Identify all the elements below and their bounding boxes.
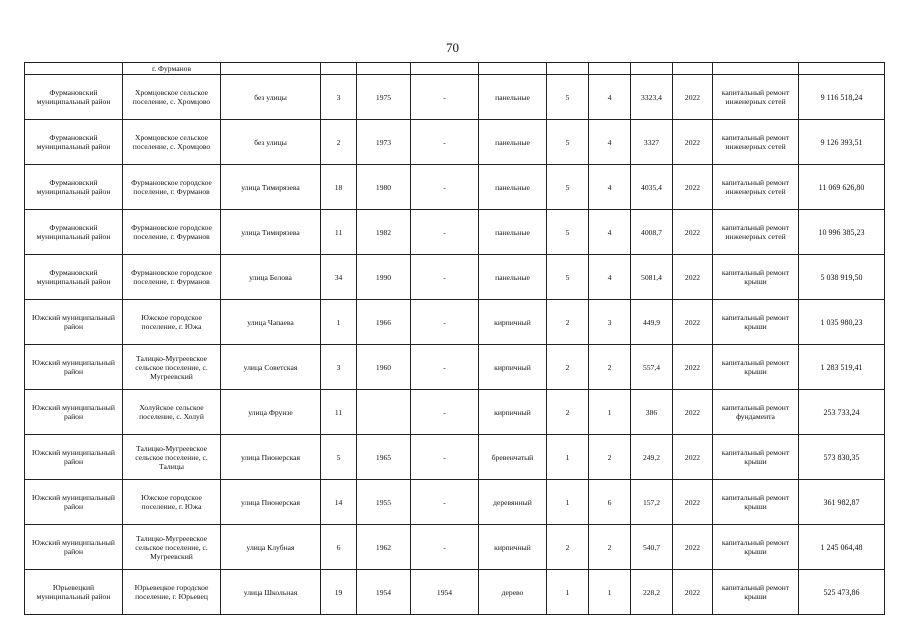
cell-year-built [357,63,411,75]
cell-floors: 5 [547,255,589,300]
cell-year-extra: - [411,525,479,570]
cell-work-type: капитальный ремонт крыши [713,480,799,525]
cell-street: улица Тимирязева [221,210,321,255]
cell-year-extra: - [411,390,479,435]
cell-street: без улицы [221,120,321,165]
cell-entrances: 6 [589,480,631,525]
cell-entrances: 4 [589,210,631,255]
cell-wall-material: бревенчатый [479,435,547,480]
cell-house: 34 [321,255,357,300]
cell-street: улица Тимирязева [221,165,321,210]
cell-repair-year: 2022 [673,525,713,570]
continuation-row [25,63,885,75]
cell-year-extra: - [411,300,479,345]
page-number: 70 [446,40,459,55]
cell-year-built: 1975 [357,75,411,120]
cell-floors: 2 [547,300,589,345]
cell-cost: 361 982,87 [799,480,885,525]
cell-entrances: 4 [589,165,631,210]
cell-entrances: 2 [589,525,631,570]
cell-house: 11 [321,390,357,435]
cell-repair-year: 2022 [673,570,713,615]
cell-district: Фурмановский муниципальный район [25,255,123,300]
table-row [25,390,885,435]
cell-repair-year [673,63,713,75]
cell-cost: 1 245 064,48 [799,525,885,570]
cell-area: 449,9 [631,300,673,345]
cell-repair-year: 2022 [673,300,713,345]
cell-entrances: 4 [589,255,631,300]
cell-floors: 1 [547,435,589,480]
cell-wall-material: деревянный [479,480,547,525]
cell-area: 3327 [631,120,673,165]
cell-house: 3 [321,75,357,120]
cell-entrances [589,63,631,75]
cell-house: 1 [321,300,357,345]
cell-settlement: Талицко-Мугреевское сельское поселение, с. Мугреевский [123,345,221,390]
table-row [25,300,885,345]
cell-wall-material: кирпичный [479,300,547,345]
cell-district: Фурмановский муниципальный район [25,210,123,255]
cell-entrances: 3 [589,300,631,345]
cell-cost: 11 069 626,80 [799,165,885,210]
cell-year-built [357,390,411,435]
cell-wall-material: панельные [479,210,547,255]
cell-settlement: Юрьевецкое городское поселение, г. Юрьевец [123,570,221,615]
table-row [25,120,885,165]
cell-area: 386 [631,390,673,435]
cell-work-type: капитальный ремонт крыши [713,525,799,570]
cell-wall-material: кирпичный [479,390,547,435]
table-row [25,345,885,390]
cell-district: Юрьевецкий муниципальный район [25,570,123,615]
cell-cost: 5 038 919,50 [799,255,885,300]
cell-repair-year: 2022 [673,435,713,480]
table-row [25,570,885,615]
cell-work-type [713,63,799,75]
cell-cost: 573 830,35 [799,435,885,480]
cell-year-extra: - [411,120,479,165]
cell-street [221,63,321,75]
cell-year-extra: - [411,480,479,525]
cell-repair-year: 2022 [673,210,713,255]
cell-year-built: 1965 [357,435,411,480]
cell-floors: 5 [547,165,589,210]
cell-settlement: Хромцовское сельское поселение, с. Хромцово [123,75,221,120]
cell-house: 2 [321,120,357,165]
table-row [25,210,885,255]
cell-year-built: 1980 [357,165,411,210]
cell-area: 557,4 [631,345,673,390]
cell-street: улица Пионерская [221,480,321,525]
cell-district: Южский муниципальный район [25,345,123,390]
cell-house: 19 [321,570,357,615]
cell-house: 5 [321,435,357,480]
cell-area: 249,2 [631,435,673,480]
cell-settlement: Южское городское поселение, г. Южа [123,300,221,345]
cell-cost: 525 473,86 [799,570,885,615]
cell-entrances: 4 [589,120,631,165]
cell-cost: 1 283 519,41 [799,345,885,390]
cell-house: 11 [321,210,357,255]
cell-year-extra: - [411,435,479,480]
cell-work-type: капитальный ремонт инженерных сетей [713,210,799,255]
cell-district: Фурмановский муниципальный район [25,165,123,210]
cell-cost: 9 126 393,51 [799,120,885,165]
table-row [25,165,885,210]
cell-district [25,63,123,75]
cell-house: 18 [321,165,357,210]
cell-district: Южский муниципальный район [25,435,123,480]
cell-floors: 5 [547,210,589,255]
cell-settlement: г. Фурманов [123,63,221,75]
cell-repair-year: 2022 [673,390,713,435]
cell-entrances: 4 [589,75,631,120]
cell-wall-material: панельные [479,120,547,165]
cell-district: Южский муниципальный район [25,525,123,570]
cell-wall-material: кирпичный [479,345,547,390]
cell-work-type: капитальный ремонт инженерных сетей [713,120,799,165]
cell-settlement: Фурмановское городское поселение, г. Фурманов [123,255,221,300]
cell-street: улица Советская [221,345,321,390]
cell-street: без улицы [221,75,321,120]
cell-year-built: 1954 [357,570,411,615]
cell-year-extra [411,63,479,75]
cell-settlement: Хромцовское сельское поселение, с. Хромцово [123,120,221,165]
cell-repair-year: 2022 [673,75,713,120]
cell-district: Южский муниципальный район [25,480,123,525]
cell-repair-year: 2022 [673,345,713,390]
cell-cost: 9 116 518,24 [799,75,885,120]
cell-floors: 5 [547,120,589,165]
cell-work-type: капитальный ремонт крыши [713,570,799,615]
cell-area: 5081,4 [631,255,673,300]
cell-entrances: 2 [589,435,631,480]
cell-work-type: капитальный ремонт крыши [713,255,799,300]
cell-repair-year: 2022 [673,480,713,525]
cell-floors: 1 [547,480,589,525]
cell-year-built: 1973 [357,120,411,165]
cell-settlement: Холуйское сельское поселение, с. Холуй [123,390,221,435]
cell-district: Фурмановский муниципальный район [25,120,123,165]
cell-entrances: 1 [589,390,631,435]
cell-area: 3323,4 [631,75,673,120]
cell-area: 228,2 [631,570,673,615]
cell-wall-material: панельные [479,75,547,120]
cell-work-type: капитальный ремонт инженерных сетей [713,165,799,210]
cell-year-built: 1982 [357,210,411,255]
cell-street: улица Фрунзе [221,390,321,435]
cell-area: 157,2 [631,480,673,525]
cell-area: 4008,7 [631,210,673,255]
cell-year-built: 1960 [357,345,411,390]
cell-house [321,63,357,75]
cell-street: улица Белова [221,255,321,300]
table-row [25,480,885,525]
cell-year-built: 1990 [357,255,411,300]
cell-house: 3 [321,345,357,390]
cell-area: 540,7 [631,525,673,570]
cell-year-built: 1955 [357,480,411,525]
cell-floors: 1 [547,570,589,615]
cell-year-extra: - [411,165,479,210]
table-row [25,525,885,570]
cell-work-type: капитальный ремонт крыши [713,345,799,390]
cell-house: 14 [321,480,357,525]
cell-settlement: Фурмановское городское поселение, г. Фурманов [123,210,221,255]
cell-wall-material: панельные [479,165,547,210]
cell-work-type: капитальный ремонт инженерных сетей [713,75,799,120]
cell-year-extra: - [411,210,479,255]
cell-district: Южский муниципальный район [25,390,123,435]
cell-street: улица Пионерская [221,435,321,480]
cell-house: 6 [321,525,357,570]
cell-cost [799,63,885,75]
table-row [25,435,885,480]
cell-cost: 1 035 980,23 [799,300,885,345]
cell-year-extra: - [411,255,479,300]
cell-floors: 2 [547,345,589,390]
cell-work-type: капитальный ремонт крыши [713,300,799,345]
cell-district: Фурмановский муниципальный район [25,75,123,120]
cell-district: Южский муниципальный район [25,300,123,345]
cell-area [631,63,673,75]
cell-year-built: 1966 [357,300,411,345]
cell-area: 4035,4 [631,165,673,210]
cell-year-extra: - [411,345,479,390]
cell-street: улица Клубная [221,525,321,570]
table-row [25,255,885,300]
cell-street: улица Чапаева [221,300,321,345]
housing-repair-table [24,62,885,615]
cell-year-extra: - [411,75,479,120]
cell-floors: 2 [547,390,589,435]
cell-wall-material: кирпичный [479,525,547,570]
cell-floors: 2 [547,525,589,570]
cell-cost: 253 733,24 [799,390,885,435]
cell-year-extra: 1954 [411,570,479,615]
cell-year-built: 1962 [357,525,411,570]
cell-settlement: Фурмановское городское поселение, г. Фурманов [123,165,221,210]
cell-street: улица Школьная [221,570,321,615]
cell-settlement: Южское городское поселение, г. Южа [123,480,221,525]
cell-cost: 10 996 385,23 [799,210,885,255]
cell-repair-year: 2022 [673,255,713,300]
cell-entrances: 2 [589,345,631,390]
cell-wall-material: панельные [479,255,547,300]
cell-wall-material [479,63,547,75]
cell-floors: 5 [547,75,589,120]
cell-floors [547,63,589,75]
cell-settlement: Талицко-Мугреевское сельское поселение, с. Талицы [123,435,221,480]
cell-entrances: 1 [589,570,631,615]
table-row [25,75,885,120]
cell-wall-material: дерево [479,570,547,615]
cell-repair-year: 2022 [673,120,713,165]
cell-work-type: капитальный ремонт фундамента [713,390,799,435]
cell-repair-year: 2022 [673,165,713,210]
cell-settlement: Талицко-Мугреевское сельское поселение, с. Мугреевский [123,525,221,570]
cell-work-type: капитальный ремонт крыши [713,435,799,480]
